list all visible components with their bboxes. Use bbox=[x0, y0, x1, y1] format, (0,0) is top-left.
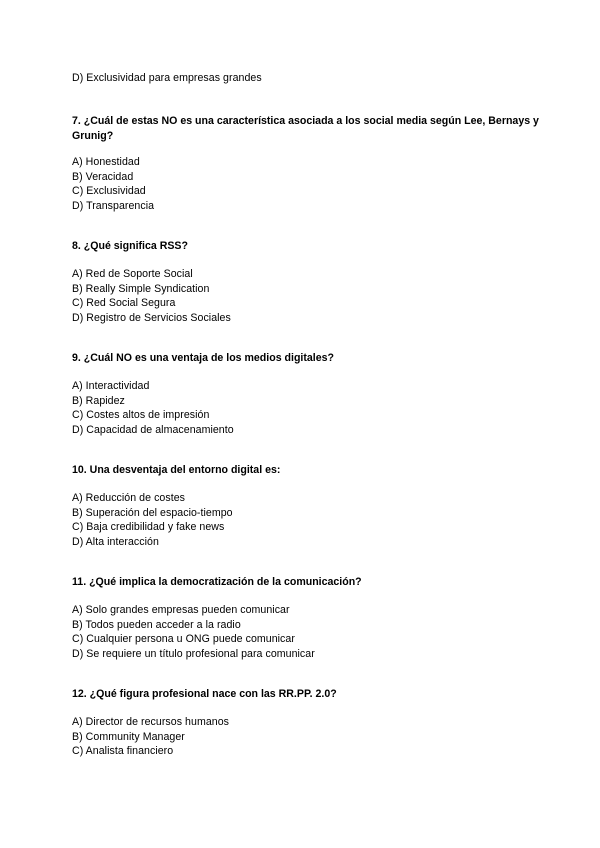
option-text: B) Rapidez bbox=[72, 395, 125, 407]
question-heading: 12. ¿Qué figura profesional nace con las RR.PP. 2.0? bbox=[72, 688, 337, 700]
question-heading: 9. ¿Cuál NO es una ventaja de los medios digitales? bbox=[72, 352, 334, 364]
option-text: A) Red de Soporte Social bbox=[72, 268, 193, 280]
option-text: B) Veracidad bbox=[72, 171, 134, 183]
option-text: C) Cualquier persona u ONG puede comunicar bbox=[72, 633, 295, 645]
option-text: D) Se requiere un título profesional para comunicar bbox=[72, 648, 315, 660]
question-heading: 10. Una desventaja del entorno digital es: bbox=[72, 464, 281, 476]
option-text: A) Reducción de costes bbox=[72, 492, 185, 504]
option-text: C) Costes altos de impresión bbox=[72, 409, 210, 421]
option-text: B) Superación del espacio-tiempo bbox=[72, 507, 233, 519]
option-text: C) Analista financiero bbox=[72, 745, 174, 757]
question-heading: 7. ¿Cuál de estas NO es una característica asociada a los social media según Lee, Bernays y Grunig? bbox=[72, 115, 539, 142]
option-text: A) Director de recursos humanos bbox=[72, 716, 229, 728]
option-text: A) Honestidad bbox=[72, 156, 140, 168]
option-text: A) Interactividad bbox=[72, 380, 150, 392]
option-text: C) Red Social Segura bbox=[72, 297, 176, 309]
option-text: C) Exclusividad bbox=[72, 185, 146, 197]
option-text: D) Capacidad de almacenamiento bbox=[72, 424, 234, 436]
option-text: B) Community Manager bbox=[72, 731, 185, 743]
option-text: C) Baja credibilidad y fake news bbox=[72, 521, 225, 533]
option-text: B) Todos pueden acceder a la radio bbox=[72, 619, 241, 631]
question-heading: 8. ¿Qué significa RSS? bbox=[72, 240, 188, 252]
option-text: D) Alta interacción bbox=[72, 536, 159, 548]
option-text: D) Transparencia bbox=[72, 200, 155, 212]
option-text: B) Really Simple Syndication bbox=[72, 283, 210, 295]
question-heading: 11. ¿Qué implica la democratización de la comunicación? bbox=[72, 576, 362, 588]
option-text: A) Solo grandes empresas pueden comunicar bbox=[72, 604, 290, 616]
option-text: D) Exclusividad para empresas grandes bbox=[72, 72, 262, 84]
option-text: D) Registro de Servicios Sociales bbox=[72, 312, 231, 324]
